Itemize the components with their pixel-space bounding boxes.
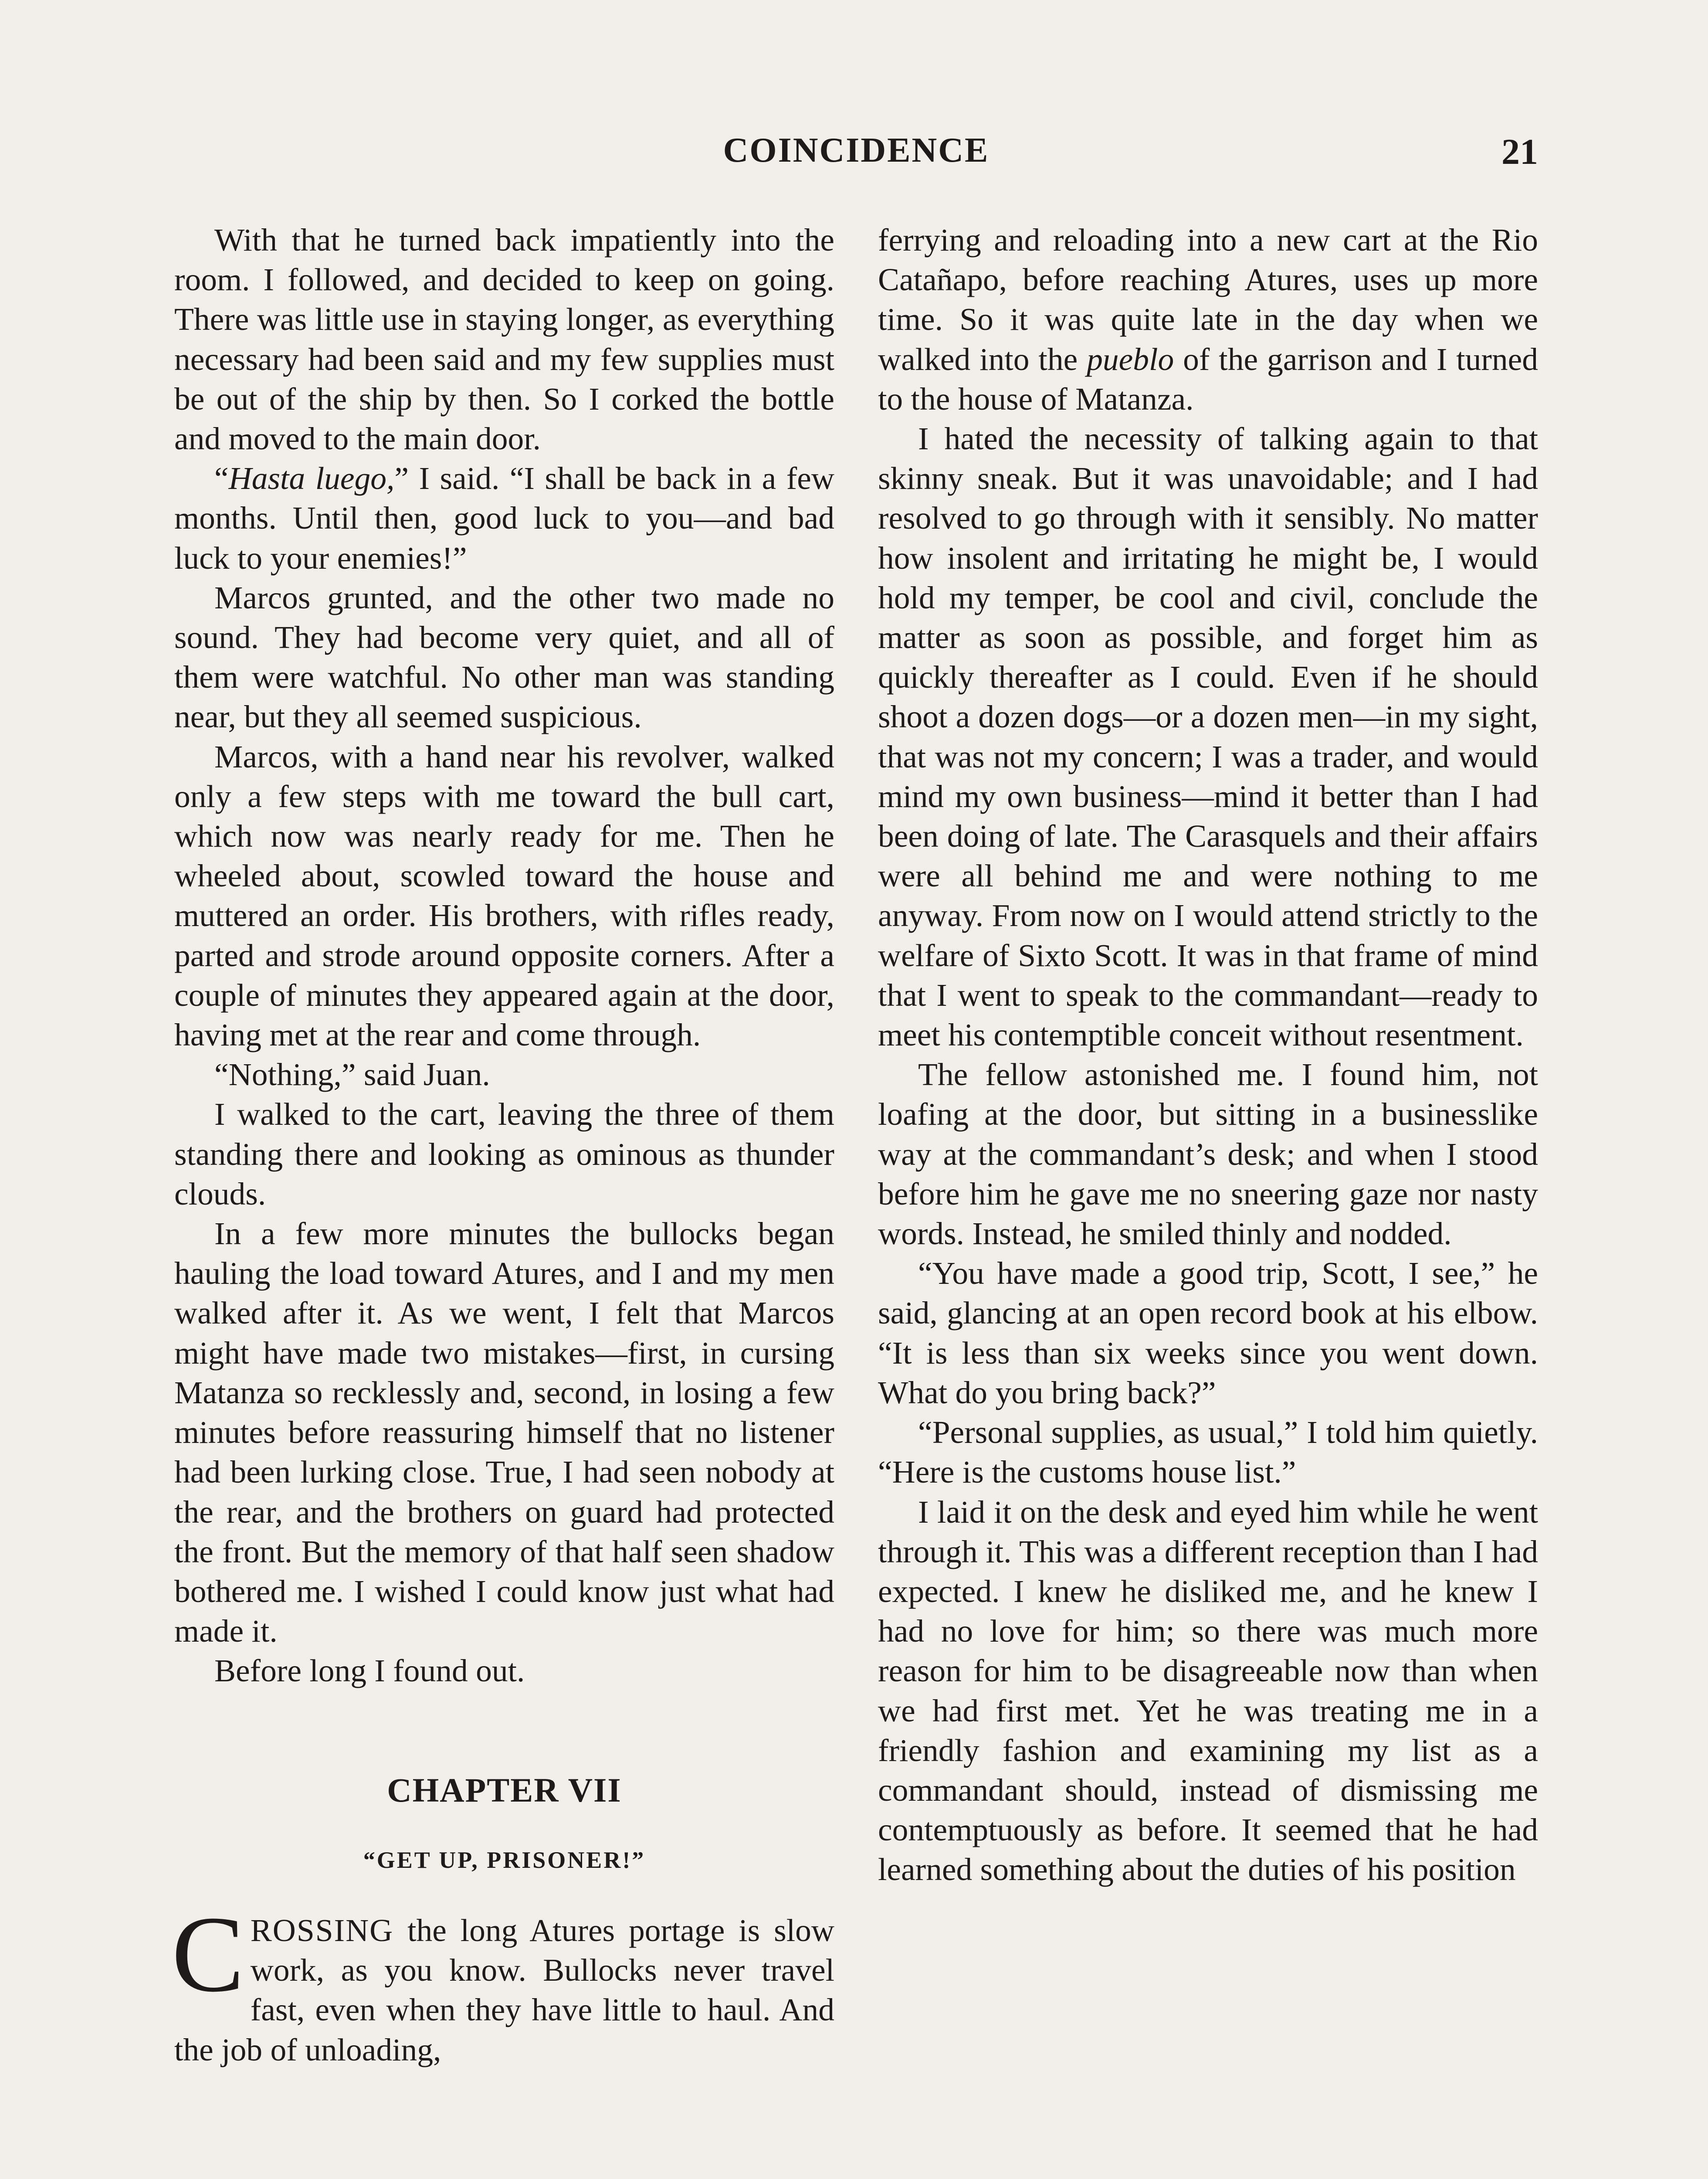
paragraph-text: ferrying and reloading into a new cart at the Rio Catañapo, before reaching Atures, uses up more time. So it was quite late in the day when we walked into the [878,222,1538,377]
paragraph: I walked to the cart, leaving the three of them standing there and looking as ominous as thunder clouds. [174,1096,834,1212]
paragraph: “Hasta luego,” I said. “I shall be back in a few months. Until then, good luck to you—and bad luck to your enemies!” [174,461,834,576]
chapter-title: CHAPTER VII [387,1771,622,1809]
page-number: 21 [1501,132,1538,172]
italic-word: pueblo [1087,341,1174,377]
italic-phrase: Hasta luego, [228,461,395,496]
drop-cap: C [172,1894,244,2015]
paragraph: “You have made a good trip, Scott, I see,” he said, glancing at an open record book at his elbow. “It is less than six weeks since you went down. What do you bring back?” [878,1256,1538,1410]
lead-in-caps: ROSSING [250,1912,394,1948]
paragraph: I laid it on the desk and eyed him while he went through it. This was a different reception than I had expected. I knew he disliked me, and he knew I had no love for him; so there was much more reason for him to be disagreeable now than when we had first met. Yet he was treating me in a friendly fashion and examining my list as a commandant should, instead of dismissing me contemptuously as before. It seemed that he had learned something about the duties of his position [878,1494,1538,1887]
chapter-subtitle: “GET UP, PRISONER!” [363,1846,646,1873]
page-header [174,131,1538,183]
chapter-opening-paragraph [172,1894,834,2070]
paragraph: I hated the necessity of talking again to that skinny sneak. But it was unavoidable; and I had resolved to go through with it sensibly. No matter how insolent and irritating he might be, I would hold my temper, be cool and civil, conclude the matter as soon as possible, and forget him as quickly thereafter as I could. Even if he should shoot a dozen dogs—or a dozen men—in my sight, that was not my concern; I was a trader, and would mind my own business—mind it better than I had been doing of late. The Carasquels and their affairs were all behind me and were nothing to me anyway. From now on I would attend strictly to the welfare of Sixto Scott. It was in that frame of mind that I went to speak to the commandant—ready to meet his contemptible conceit without resentment. [878,421,1538,1053]
running-head: COINCIDENCE [723,131,990,170]
paragraph: Marcos, with a hand near his revolver, walked only a few steps with me toward the bull cart, which now was nearly ready for me. Then he wheeled about, scowled toward the house and muttered an order. His brothers, with rifles ready, parted and strode around opposite corners. After a couple of minutes they appeared again at the door, having met at the rear and come through. [174,739,834,1053]
paragraph-text: I said. “I shall be back in a few months. Until then, good luck to you—and bad luck to your enemies!” [174,461,834,576]
paragraph: Before long I found out. [214,1653,525,1689]
paragraph-continued [878,220,1538,419]
paragraph-text: of the garrison and I turned to the house of Matanza. [878,341,1538,417]
paragraph: Marcos grunted, and the other two made no sound. They had become very quiet, and all of them were watchful. No other man was standing near, but they all seemed suspicious. [174,580,834,735]
paragraph: “Nothing,” said Juan. [214,1057,490,1093]
paragraph-text: the long Atures portage is slow work, as you know. Bullocks never travel fast, even when they have little to haul. And the job of unloading, [174,1912,834,2067]
right-column [878,220,1538,1890]
left-column [174,220,834,2070]
paragraph: The fellow astonished me. I found him, not loafing at the door, but sitting in a businesslike way at the commandant’s desk; and when I stood before him he gave me no sneering gaze nor nasty words. Instead, he smiled thinly and nodded. [878,1057,1538,1252]
paragraph: With that he turned back impatiently into the room. I followed, and decided to keep on going. There was little use in staying longer, as everything necessary had been said and my few supplies must be out of the ship by then. So I corked the bottle and moved to the main door. [174,222,834,457]
paragraph: In a few more minutes the bullocks began hauling the load toward Atures, and I and my men walked after it. As we went, I felt that Marcos might have made two mistakes—first, in cursing Matanza so recklessly and, second, in losing a few minutes before reassuring himself that no listener had been lurking close. True, I had seen nobody at the rear, and the brothers on guard had protected the front. But the memory of that half seen shadow bothered me. I wished I could know just what had made it. [174,1216,834,1649]
paragraph: “Personal supplies, as usual,” I told him quietly. “Here is the customs house list.” [878,1415,1538,1490]
